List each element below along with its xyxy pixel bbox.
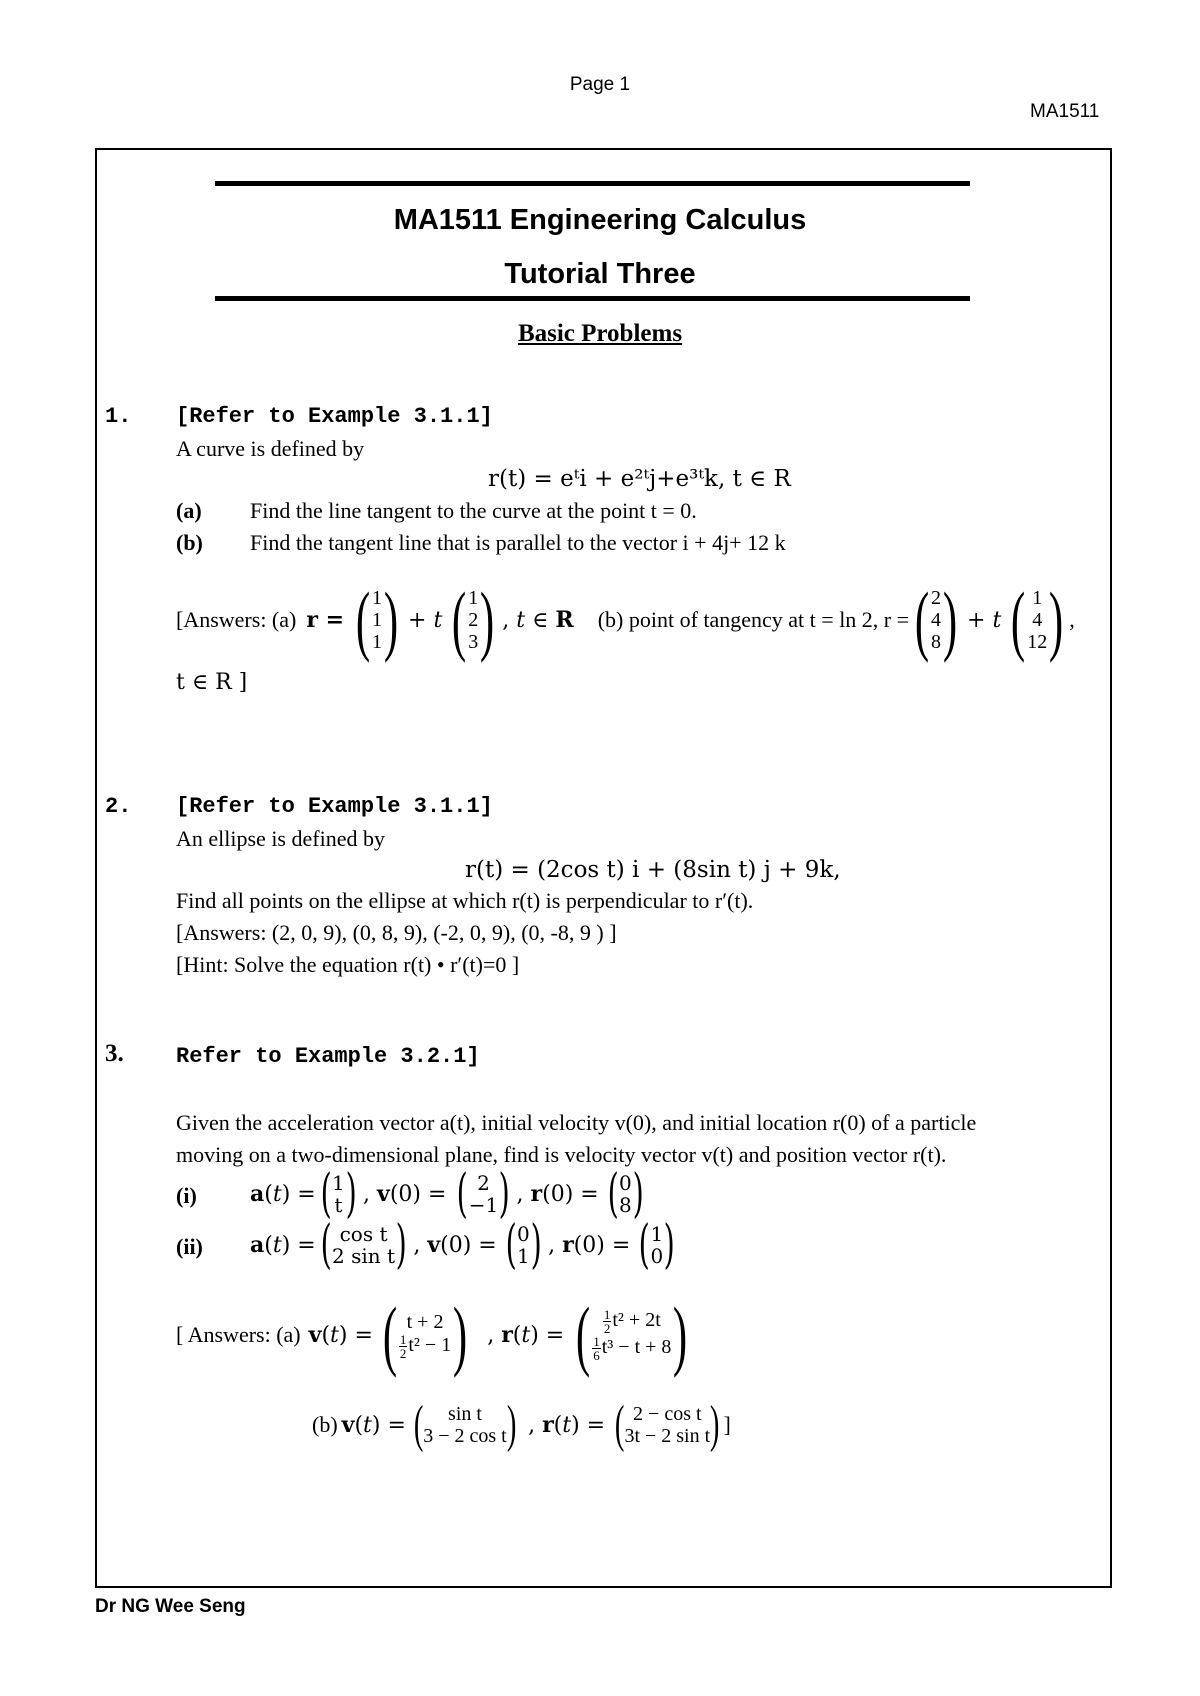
- q3-ans-a-velocity: ( t + 2 $\frac{1}{2}$ t² − 1 ): [382, 1291, 468, 1378]
- q3-text-line1: Given the acceleration vector a(t), initial velocity v(0), and initial location r(0) of a particle: [176, 1110, 977, 1135]
- q1-ans-a-direction: ( 1 2 3 ): [452, 576, 495, 663]
- q1-reference: [Refer to Example 3.1.1]: [176, 404, 493, 429]
- q1-number: 1.: [105, 404, 132, 429]
- q2-hint: [Hint: Solve the equation r(t) • r′(t)=0 ]: [176, 952, 520, 977]
- q1-equation: r(t) = eᵗi + e²ᵗj+e³ᵗk, t ∈ R: [488, 466, 791, 492]
- section-heading: Basic Problems: [517, 320, 683, 347]
- q1-b-label: (b): [176, 530, 203, 555]
- q3-i-givens: a(t) = ( 1 t ) , v(0) = ( 2 −1 ) , r(0) = ( 0 8 ): [250, 1164, 644, 1224]
- q1-intro: A curve is defined by: [176, 436, 365, 461]
- q2-intro: An ellipse is defined by: [176, 826, 385, 851]
- q2-reference: [Refer to Example 3.1.1]: [176, 794, 493, 819]
- q3-i-label: (i): [176, 1183, 197, 1208]
- q2-task: Find all points on the ellipse at which r(t) is perpendicular to r′(t).: [176, 888, 754, 913]
- q1-answers-prefix: [Answers: (a): [176, 607, 297, 632]
- page-subtitle: Tutorial Three: [504, 258, 696, 290]
- q1-b-text: Find the tangent line that is parallel to the vector i + 4j+ 12 k: [250, 530, 786, 555]
- q3-reference: Refer to Example 3.2.1]: [176, 1044, 480, 1069]
- q3-answers-b: (b) v(t) = ( sin t 3 − 2 cos t ) , r(t) = ( 2 − cos t 3t − 2 sin t ) ]: [312, 1396, 731, 1453]
- q3-ans-b-position: ( 2 − cos t 3t − 2 sin t ): [615, 1396, 720, 1453]
- q3-ans-a-position: ( $\frac{1}{2}$ t² + 2t $\frac{1}{6}$ t³ − t + 8 ): [576, 1291, 688, 1378]
- q2-number: 2.: [105, 794, 132, 819]
- q3-ii-givens: a(t) = ( cos t 2 sin t ) , v(0) = ( 0 1 ) , r(0) = ( 1 0 ): [250, 1215, 676, 1275]
- q1-answers-b: (b) point of tangency at t = ln 2, r =: [597, 607, 910, 632]
- q1-answers: [Answers: (a) r = ( 1 1 1 ) + t ( 1 2 3 ) , t ∈ R (b) point of tangency at t = ln 2, r = ( 2 4 8 ) + t ( 1 4 12 ) ,: [176, 576, 1075, 663]
- title-rule-top: [215, 181, 970, 186]
- q2-answers: [Answers: (2, 0, 9), (0, 8, 9), (-2, 0, 9), (0, -8, 9 ) ]: [176, 920, 617, 945]
- title-rule-bottom: [215, 296, 970, 301]
- course-code: MA1511: [1030, 101, 1100, 122]
- page-number: Page 1: [569, 74, 631, 95]
- footer-author: Dr NG Wee Seng: [95, 1596, 246, 1617]
- q3-ans-b-velocity: ( sin t 3 − 2 cos t ): [413, 1396, 517, 1453]
- page-title: MA1511 Engineering Calculus: [393, 204, 807, 236]
- q3-ii-label: (ii): [176, 1234, 203, 1259]
- q3-text-line2: moving on a two-dimensional plane, find is velocity vector v(t) and position vector r(t).: [176, 1142, 947, 1167]
- q3-number: 3.: [105, 1040, 124, 1067]
- q3-answers-a: [ Answers: (a) v(t) = ( t + 2 $\frac{1}{2}$ t² − 1 ) , r(t) = ( $\frac{1}{2}$ t² + 2t $\frac{1}{6}$ t³ − t + 8 ): [176, 1290, 693, 1380]
- q1-ans-b-point: ( 2 4 8 ): [914, 576, 958, 663]
- q1-a-text: Find the line tangent to the curve at the point t = 0.: [250, 498, 697, 523]
- q1-a-label: (a): [176, 498, 202, 523]
- q2-equation: r(t) = (2cos t) i + (8sin t) j + 9k,: [465, 857, 841, 883]
- q3-answers-b-label: (b): [312, 1412, 338, 1437]
- q3-answers-prefix: [ Answers: (a): [176, 1322, 301, 1347]
- q1-ans-a-point: ( 1 1 1 ): [355, 576, 399, 663]
- q1-ans-b-direction: ( 1 4 12 ): [1011, 576, 1064, 663]
- q1-answers-tail: t ∈ R ]: [176, 670, 248, 695]
